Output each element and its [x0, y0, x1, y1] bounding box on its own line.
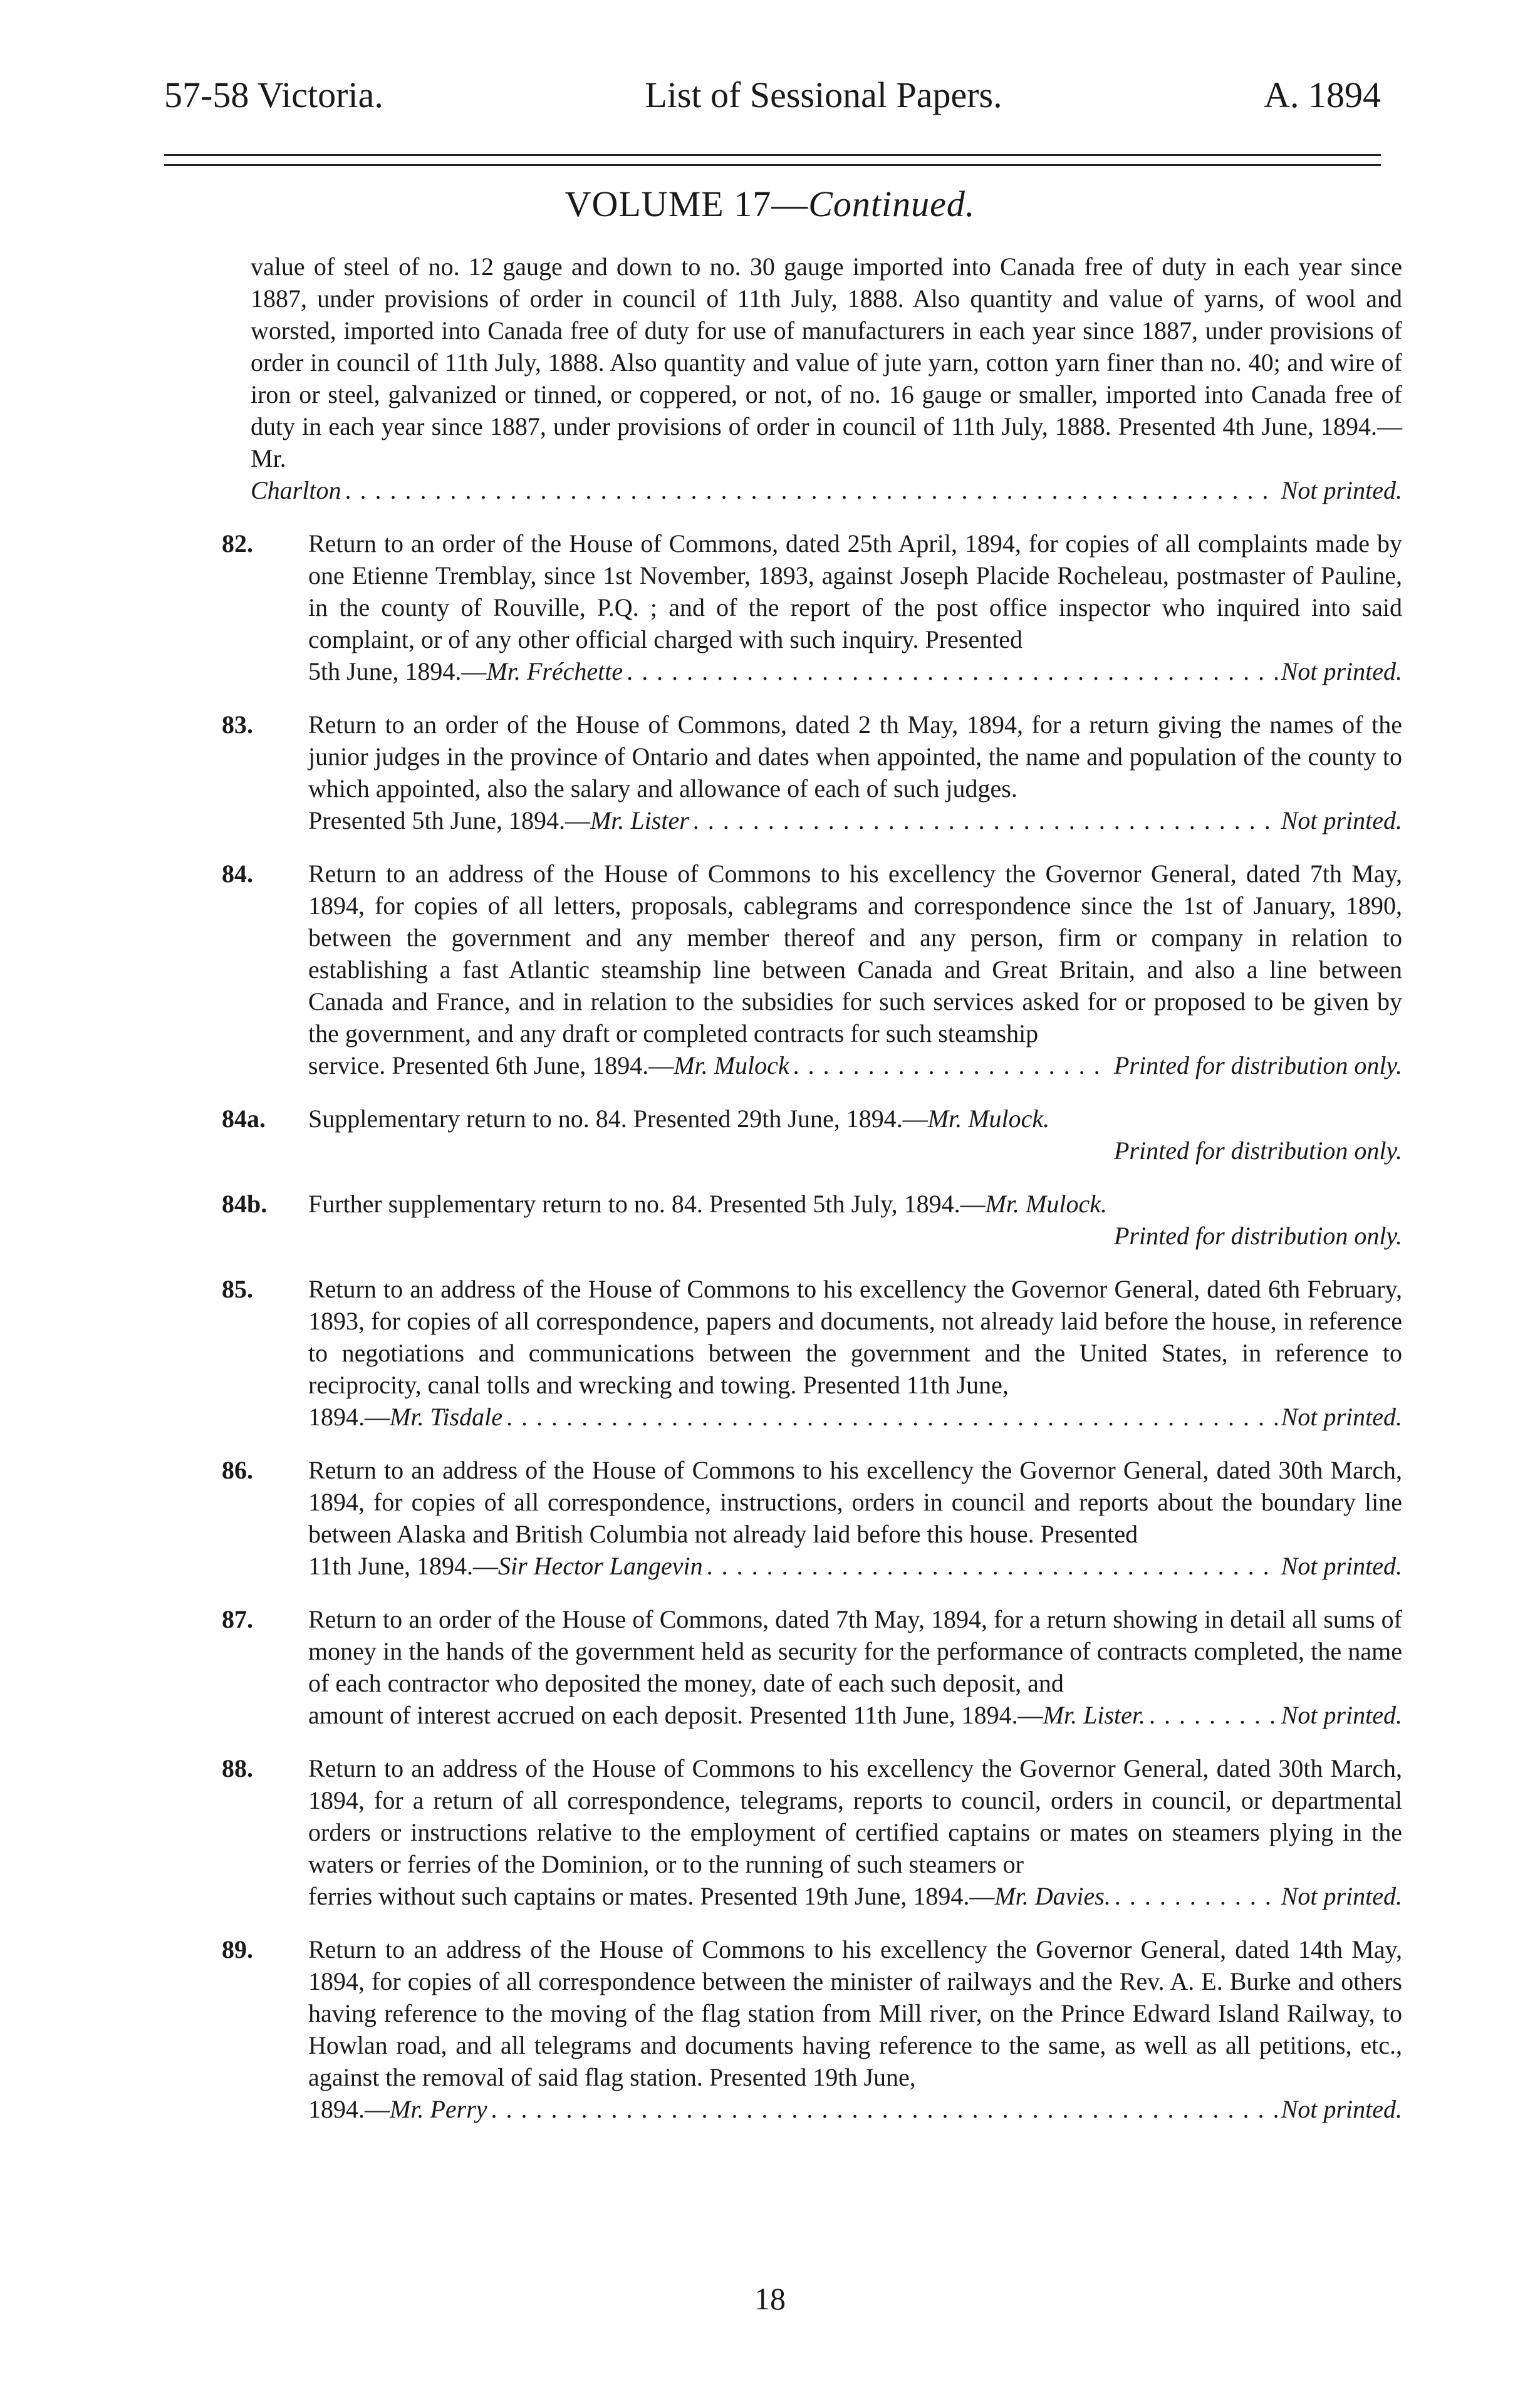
entry-number: 82.: [222, 529, 253, 558]
continued-entry: [164, 251, 1402, 506]
entry-text: Return to an order of the House of Commons, dated 25th April, 1894, for copies of all complaints made by one Etienne Tremblay, since 1st November, 1893, against Joseph Placide Rocheleau, postmaster of Pauline, in the county of Rouville, P.Q. ; and of the report of the post office inspector who inquired into said complaint, or of any other official charged with such inquiry. Presented: [308, 529, 1402, 653]
sessional-papers-list: [164, 251, 1402, 2125]
list-item: 87. Return to an order of the House of Commons, dated 7th May, 1894, for a return showing in detail all sums of money in the hands of the government held as security for the performance of contracts completed, the name of each contractor who deposited the money, date of each such deposit, and amount of interest accrued on each deposit. Presented 11th June, 1894.— Mr. Lister. . . . Not printed.: [164, 1603, 1402, 1731]
running-header: [164, 74, 1381, 116]
entry-mover: Mr. Fréchette: [486, 657, 623, 685]
entry-number: 88.: [222, 1754, 253, 1782]
entry-text: Return to an address of the House of Commons to his excellency the Governor General, dated 7th May, 1894, for copies of all letters, proposals, cablegrams and correspondence since the 1st of January, 1890, between the government and any member thereof and any person, firm or company in relation to establishing a fast Atlantic steamship line between Canada and Great Britain, and also a line between Canada and France, and in relation to the subsidies for such services asked for or proposed to be given by the government, and any draft or completed contracts for such steamship: [308, 860, 1402, 1048]
entry-number: 83.: [222, 710, 253, 739]
dot-leader: [506, 1401, 1277, 1433]
dot-leader: [345, 474, 1277, 506]
dot-leader: [707, 1550, 1277, 1582]
entry-status: Printed for distribution only.: [1113, 1136, 1402, 1165]
entry-number: 84a.: [222, 1105, 266, 1133]
entry-mover: Mr. Lister.: [1043, 1701, 1146, 1729]
volume-heading: VOLUME 17—Continued.: [564, 184, 976, 224]
list-item: 86. Return to an address of the House of Commons to his excellency the Governor General, dated 30th March, 1894, for copies of all correspondence, instructions, orders in council and reports about the boundary line between Alaska and British Columbia not already laid before this house. Presented 11th June, 1894.— Sir Hector Langevin . . . Not printed.: [164, 1454, 1402, 1582]
entry-status: Not printed.: [1281, 2095, 1402, 2123]
entry-text: value of steel of no. 12 gauge and down to no. 30 gauge imported into Canada free of duty in each year since 1887, under provisions of order in council of 11th July, 1888. Also quantity and value of yarns, of wool and worsted, imported into Canada free of duty for use of manufacturers in each year since 1887, under provisions of order in council of 11th July, 1888. Also quantity and value of jute yarn, cotton yarn finer than no. 40; and wire of iron or steel, galvanized or tinned, or coppered, or not, of no. 16 gauge or smaller, imported into Canada free of duty in each year since 1887, under provisions of order in council of 11th July, 1888. Presented 4th June, 1894.—Mr.: [251, 252, 1402, 472]
entry-mover: Mr. Davies.: [994, 1882, 1111, 1910]
dot-leader: [491, 2093, 1277, 2125]
header-rule-bottom: [164, 164, 1381, 166]
entry-text: Supplementary return to no. 84. Presented 29th June, 1894.—: [308, 1105, 928, 1133]
page-number: 18: [754, 2281, 786, 2316]
entry-number: 84b.: [222, 1190, 268, 1218]
entry-status: Printed for distribution only.: [1113, 1051, 1402, 1079]
list-item: 88. Return to an address of the House of Commons to his excellency the Governor General, dated 30th March, 1894, for a return of all correspondence, telegrams, reports to council, orders in council, or departmental orders or instructions relative to the employment of certified captains or mates on steamers plying in the waters or ferries of the Dominion, or to the running of such steamers or ferries without such captains or mates. Presented 19th June, 1894.— Mr. Davies. . . . Not printed.: [164, 1752, 1402, 1912]
entry-mover: Charlton: [251, 476, 341, 504]
entry-status: Not printed.: [1281, 1552, 1402, 1580]
dot-leader: [1115, 1880, 1277, 1912]
entry-text: Return to an order of the House of Commons, dated 2 th May, 1894, for a return giving the names of the junior judges in the province of Ontario and dates when appointed, the name and population of the county to which appointed, also the salary and allowance of each of such judges.: [308, 710, 1402, 803]
dot-leader: [1149, 1699, 1277, 1731]
entry-mover: Mr. Mulock.: [985, 1190, 1107, 1218]
entry-mover: Mr. Mulock: [674, 1051, 789, 1079]
list-item: [164, 1188, 1402, 1252]
list-item: 83. Return to an order of the House of Commons, dated 2 th May, 1894, for a return giving the names of the junior judges in the province of Ontario and dates when appointed, the name and population of the county to which appointed, also the salary and allowance of each of such judges. Presented 5th June, 1894.— Mr. Lister . . . Not printed.: [164, 709, 1402, 836]
entry-status: Not printed.: [1281, 657, 1402, 685]
entry-text: Return to an address of the House of Commons to his excellency the Governor General, dated 6th February, 1893, for copies of all correspondence, papers and documents, not already laid before the house, in reference to negotiations and communications between the government and the United States, in reference to reciprocity, canal tolls and wrecking and towing. Presented 11th June,: [308, 1275, 1402, 1399]
entry-text: Return to an order of the House of Commons, dated 7th May, 1894, for a return showing in detail all sums of money in the hands of the government held as security for the performance of contracts completed, the name of each contractor who deposited the money, date of each such deposit, and: [308, 1605, 1402, 1697]
entry-mover: Mr. Mulock.: [927, 1105, 1050, 1133]
header-right: A. 1894: [1264, 75, 1381, 115]
entry-mover: Mr. Lister: [590, 806, 689, 835]
entry-status: Printed for distribution only.: [1113, 1222, 1402, 1250]
entry-text: Further supplementary return to no. 84. Presented 5th July, 1894.—: [308, 1190, 986, 1218]
entry-mover: Sir Hector Langevin: [497, 1552, 703, 1580]
dot-leader: [627, 655, 1277, 687]
entry-mover: Mr. Perry: [390, 2095, 487, 2123]
entry-number: 89.: [222, 1935, 253, 1963]
entry-status: Not printed.: [1281, 1701, 1402, 1729]
list-item: 85. Return to an address of the House of Commons to his excellency the Governor General, dated 6th February, 1893, for copies of all correspondence, papers and documents, not already laid before the house, in reference to negotiations and communications between the government and the United States, in reference to reciprocity, canal tolls and wrecking and towing. Presented 11th June, 1894.— Mr. Tisdale . . . Not printed.: [164, 1273, 1402, 1433]
entry-text: Return to an address of the House of Commons to his excellency the Governor General, dated 14th May, 1894, for copies of all correspondence between the minister of railways and the Rev. A. E. Burke and others having reference to the moving of the flag station from Mill river, on the Prince Edward Island Railway, to Howlan road, and all telegrams and documents having reference to the same, as well as all petitions, etc., against the removal of said flag station. Presented 19th June,: [308, 1935, 1402, 2091]
entry-number: 85.: [222, 1275, 253, 1303]
list-item: [164, 1103, 1402, 1167]
entry-text: Return to an address of the House of Commons to his excellency the Governor General, dated 30th March, 1894, for a return of all correspondence, telegrams, reports to council, orders in council, or departmental orders or instructions relative to the employment of certified captains or mates on steamers plying in the waters or ferries of the Dominion, or to the running of such steamers or: [308, 1754, 1402, 1878]
dot-leader: [693, 804, 1277, 836]
list-item: 82. Return to an order of the House of Commons, dated 25th April, 1894, for copies of all complaints made by one Etienne Tremblay, since 1st November, 1893, against Joseph Placide Rocheleau, postmaster of Pauline, in the county of Rouville, P.Q. ; and of the report of the post office inspector who inquired into said complaint, or of any other official charged with such inquiry. Presented 5th June, 1894.— Mr. Fréchette . . . Not printed.: [164, 528, 1402, 687]
header-rule-top: [164, 154, 1381, 156]
header-center: List of Sessional Papers.: [645, 75, 1002, 115]
list-item: 89. Return to an address of the House of Commons to his excellency the Governor General, dated 14th May, 1894, for copies of all correspondence between the minister of railways and the Rev. A. E. Burke and others having reference to the moving of the flag station from Mill river, on the Prince Edward Island Railway, to Howlan road, and all telegrams and documents having reference to the same, as well as all petitions, etc., against the removal of said flag station. Presented 19th June, 1894.— Mr. Perry . . . Not printed.: [164, 1933, 1402, 2125]
entry-number: 87.: [222, 1605, 253, 1633]
entry-status: Not printed.: [1281, 1882, 1402, 1910]
dot-leader: [793, 1049, 1110, 1081]
entry-number: 86.: [222, 1456, 253, 1484]
list-item: 84. Return to an address of the House of Commons to his excellency the Governor General, dated 7th May, 1894, for copies of all letters, proposals, cablegrams and correspondence since the 1st of January, 1890, between the government and any member thereof and any person, firm or company in relation to establishing a fast Atlantic steamship line between Canada and Great Britain, and also a line between Canada and France, and in relation to the subsidies for such services asked for or proposed to be given by the government, and any draft or completed contracts for such steamship service. Presented 6th June, 1894.— Mr. Mulock . . . Printed for distribution only.: [164, 858, 1402, 1081]
entry-text: Return to an address of the House of Commons to his excellency the Governor General, dated 30th March, 1894, for copies of all correspondence, instructions, orders in council and reports about the boundary line between Alaska and British Columbia not already laid before this house. Presented: [308, 1456, 1402, 1548]
entry-mover: Mr. Tisdale: [390, 1403, 503, 1431]
header-left: 57-58 Victoria.: [164, 75, 383, 115]
entry-number: 84.: [222, 860, 253, 888]
entry-status: Not printed.: [1281, 1403, 1402, 1431]
entry-status: Not printed.: [1281, 476, 1402, 504]
entry-status: Not printed.: [1281, 806, 1402, 835]
